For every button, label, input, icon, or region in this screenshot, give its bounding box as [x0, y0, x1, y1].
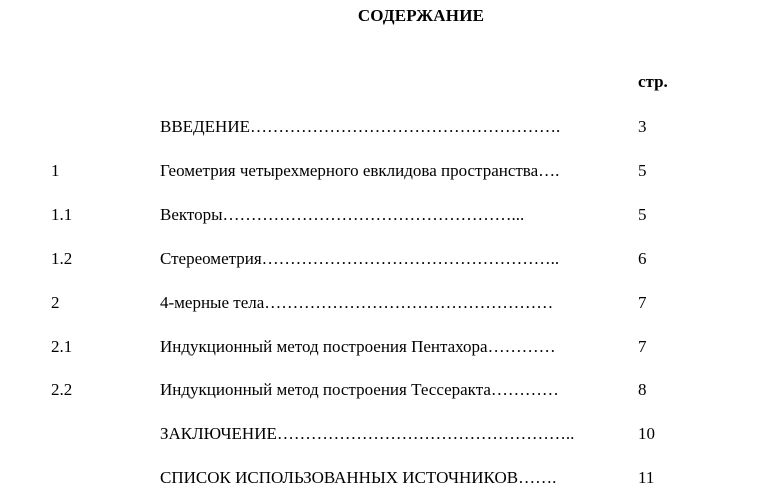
- toc-entry-number: 1: [51, 161, 60, 180]
- toc-title: СОДЕРЖАНИЕ: [357, 6, 485, 25]
- toc-entry-page: 8: [638, 380, 647, 399]
- toc-entry-number: 1.1: [51, 205, 73, 224]
- toc-entry-references: [0, 467, 773, 489]
- toc-entry-2-2: [0, 379, 773, 401]
- toc-entry-number: 2.2: [51, 380, 73, 399]
- toc-entry-page: 3: [638, 117, 647, 136]
- toc-entry-1: [0, 160, 773, 182]
- toc-entry-page: 7: [638, 337, 647, 356]
- toc-entry-1-1: [0, 204, 773, 226]
- toc-entry-number: 2: [51, 293, 60, 312]
- toc-entry-conclusion: [0, 423, 773, 445]
- toc-entry-title: Индукционный метод построения Пентахора…………: [160, 337, 556, 356]
- toc-entry-title: Векторы……………………………………………...: [160, 205, 525, 224]
- toc-entry-introduction: [0, 116, 773, 138]
- toc-entry-title: СПИСОК ИСПОЛЬЗОВАННЫХ ИСТОЧНИКОВ…….: [160, 468, 557, 487]
- toc-entry-title: Стереометрия……………………………………………..: [160, 249, 560, 268]
- toc-entry-2-1: [0, 336, 773, 358]
- toc-entry-1-2: [0, 248, 773, 270]
- toc-entry-title: ЗАКЛЮЧЕНИЕ……………………………………………..: [160, 424, 575, 443]
- toc-entry-page: 6: [638, 249, 647, 268]
- toc-entry-number: 2.1: [51, 337, 73, 356]
- toc-entry-page: 5: [638, 205, 647, 224]
- toc-entry-title: ВВЕДЕНИЕ……………………………………………….: [160, 117, 561, 136]
- toc-entry-page: 10: [638, 424, 655, 443]
- toc-entry-title: Геометрия четырехмерного евклидова пространства….: [160, 161, 560, 180]
- toc-entry-title: Индукционный метод построения Тессеракта…………: [160, 380, 559, 399]
- toc-entry-page: 11: [638, 468, 655, 487]
- toc-entry-2: [0, 292, 773, 314]
- toc-entry-page: 5: [638, 161, 647, 180]
- page-column-label: стр.: [638, 72, 668, 91]
- toc-entry-number: 1.2: [51, 249, 73, 268]
- toc-entry-title: 4-мерные тела……………………………………………: [160, 293, 554, 312]
- toc-entry-page: 7: [638, 293, 647, 312]
